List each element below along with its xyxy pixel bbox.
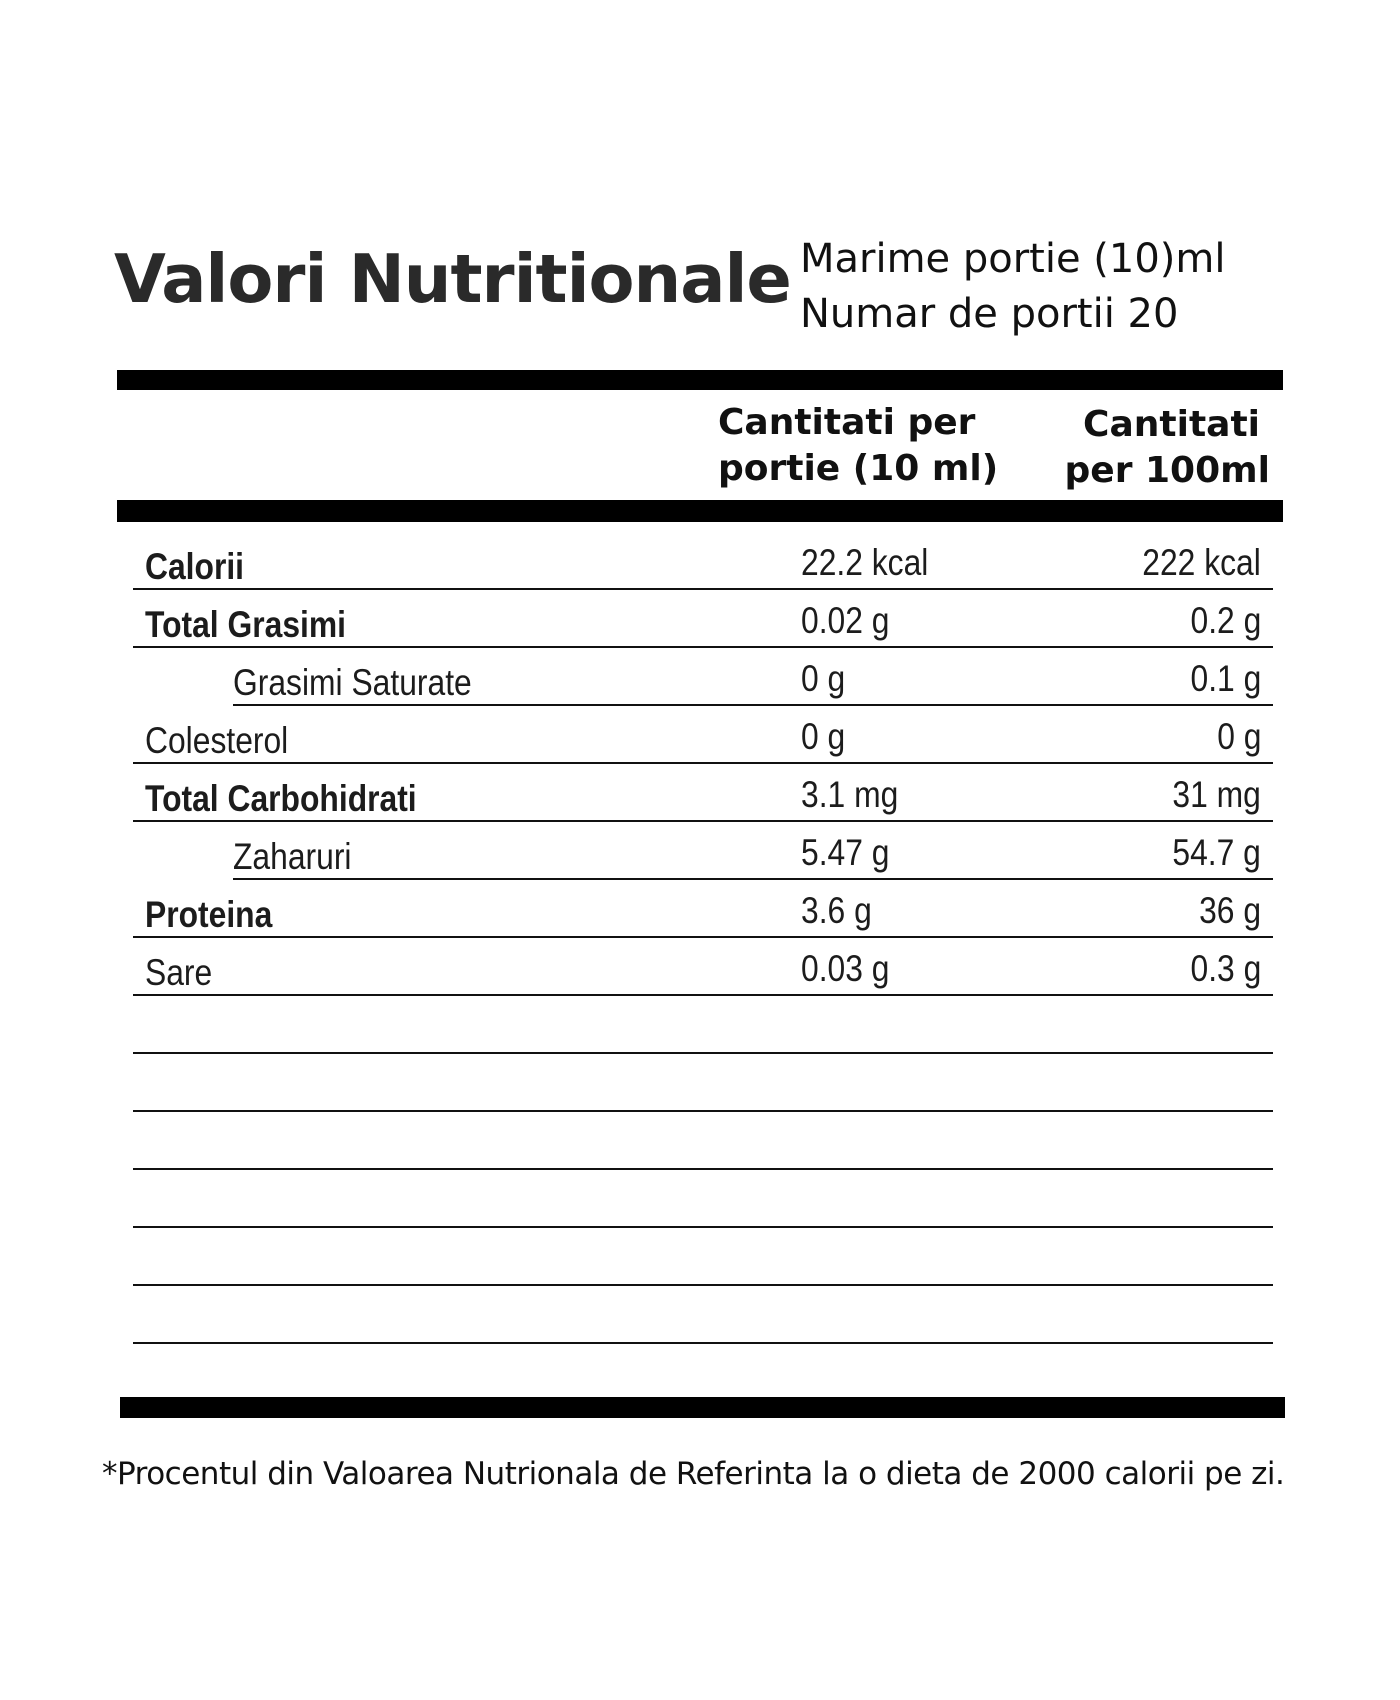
header-thick-rule (117, 500, 1283, 522)
column-header-per-100ml-line-2: per 100ml (1064, 450, 1270, 491)
serving-size: Marime portie (10)ml (800, 236, 1226, 282)
nutrient-value-per-serving: 0.02 g (801, 600, 890, 641)
column-header-per-100ml-line-1: Cantitati (1083, 404, 1260, 445)
nutrient-value-per-100ml: 0 g (1216, 716, 1261, 757)
servings-count: Numar de portii 20 (800, 291, 1179, 337)
empty-row-divider (133, 1342, 1273, 1344)
empty-row-divider (133, 1284, 1273, 1286)
nutrient-value-per-100ml: 0.2 g (1190, 600, 1261, 641)
nutrient-row (133, 822, 1273, 880)
nutrient-value-per-100ml: 222 kcal (1142, 542, 1261, 583)
bottom-thick-rule (120, 1397, 1285, 1418)
nutrient-row (133, 532, 1273, 590)
column-header-per-serving-line-1: Cantitati per (718, 402, 976, 443)
nutrient-value-per-serving: 3.1 mg (801, 774, 899, 815)
nutrient-row (133, 938, 1273, 996)
nutrient-row (133, 880, 1273, 938)
nutrient-value-per-100ml: 0.1 g (1190, 658, 1261, 699)
nutrient-name: Grasimi Saturate (233, 662, 472, 703)
top-thick-rule (117, 370, 1283, 390)
row-divider (133, 994, 1273, 996)
nutrient-row (133, 706, 1273, 764)
nutrient-value-per-serving: 3.6 g (801, 890, 872, 931)
nutrient-row (133, 590, 1273, 648)
empty-row-divider (133, 1110, 1273, 1112)
nutrient-value-per-serving: 22.2 kcal (801, 542, 929, 583)
nutrient-name: Colesterol (145, 720, 289, 761)
empty-row-divider (133, 1052, 1273, 1054)
column-header-per-serving-line-2: portie (10 ml) (718, 448, 999, 489)
nutrient-value-per-serving: 0 g (801, 716, 846, 757)
column-header-per-serving (718, 400, 998, 492)
nutrient-name: Sare (145, 952, 213, 993)
empty-row-divider (133, 1226, 1273, 1228)
nutrient-value-per-100ml: 54.7 g (1172, 832, 1261, 873)
nutrient-value-per-serving: 0 g (801, 658, 846, 699)
nutrient-value-per-100ml: 0.3 g (1190, 948, 1261, 989)
nutrient-name: Total Carbohidrati (145, 778, 417, 819)
nutrient-name: Total Grasimi (145, 604, 346, 645)
nutrient-row (133, 764, 1273, 822)
nutrient-name: Zaharuri (233, 836, 352, 877)
column-header-per-100ml (1065, 402, 1270, 494)
nutrient-value-per-100ml: 31 mg (1172, 774, 1261, 815)
nutrient-row (133, 648, 1273, 706)
serving-info (800, 232, 1226, 342)
label-title: Valori Nutritionale (114, 240, 791, 318)
nutrient-value-per-100ml: 36 g (1199, 890, 1261, 931)
nutrient-value-per-serving: 5.47 g (801, 832, 890, 873)
nutrient-name: Calorii (145, 546, 245, 587)
nutrient-value-per-serving: 0.03 g (801, 948, 890, 989)
footnote: *Procentul din Valoarea Nutrionala de Referinta la o dieta de 2000 calorii pe zi. (102, 1456, 1285, 1492)
empty-row-divider (133, 1168, 1273, 1170)
nutrient-name: Proteina (145, 894, 273, 935)
